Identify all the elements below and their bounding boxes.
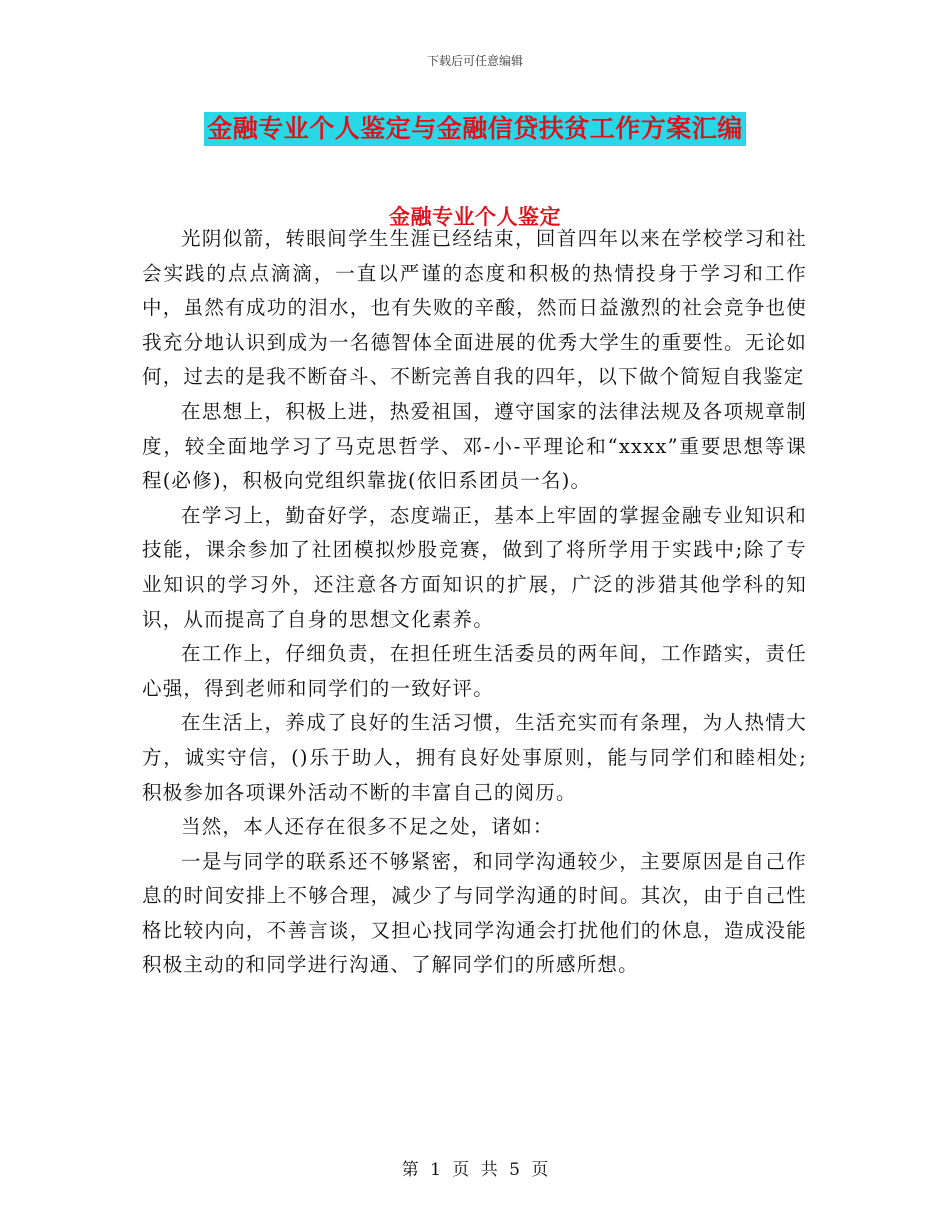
paragraph-study: 在学习上，勤奋好学，态度端正，基本上牢固的掌握金融专业知识和技能，课余参加了社团模拟炒股竞赛，做到了将所学用于实践中;除了专业知识的学习外，还注意各方面知识的扩展，广泛的涉猎其他学科的知识，从而提高了自身的思想文化素养。 [142, 503, 807, 631]
paragraph-life: 在生活上，养成了良好的生活习惯，生活充实而有条理，为人热情大方，诚实守信，()乐于助人，拥有良好处事原则，能与同学们和睦相处;积极参加各项课外活动不断的丰富自己的阅历。 [142, 711, 807, 804]
document-title-container [0, 112, 950, 146]
paragraph-shortcomings-detail: 一是与同学的联系还不够紧密，和同学沟通较少，主要原因是自己作息的时间安排上不够合理，减少了与同学沟通的时间。其次，由于自己性格比较内向，不善言谈，又担心找同学沟通会打扰他们的休息，造成没能积极主动的和同学进行沟通、了解同学们的所感所想。 [142, 849, 807, 977]
footer-suffix: 页 [531, 1160, 549, 1180]
header-note: 下载后可任意编辑 [426, 54, 523, 68]
document-body [142, 222, 807, 983]
footer-mid: 页 [452, 1160, 470, 1180]
page-total: 5 [509, 1160, 520, 1180]
page-footer [0, 1155, 950, 1180]
paragraph-thought: 在思想上，积极上进，热爱祖国，遵守国家的法律法规及各项规章制度，较全面地学习了马克思哲学、邓-小-平理论和“xxxx”重要思想等课程(必修)，积极向党组织靠拢(依旧系团员一名)。 [142, 399, 807, 493]
paragraph-shortcomings-intro: 当然，本人还存在很多不足之处，诸如： [181, 815, 554, 839]
footer-prefix: 第 [401, 1160, 419, 1180]
paragraph-work: 在工作上，仔细负责，在担任班生活委员的两年间，工作踏实，责任心强，得到老师和同学们的一致好评。 [142, 642, 807, 700]
paragraph-intro: 光阴似箭，转眼间学生生涯已经结束，回首四年以来在学校学习和社会实践的点点滴滴，一直以严谨的态度和积极的热情投身于学习和工作中，虽然有成功的泪水，也有失败的辛酸，然而日益激烈的社会竞争也使我充分地认识到成为一名德智体全面进展的优秀大学生的重要性。无论如何，过去的是我不断奋斗、不断完善自我的四年，以下做个简短自我鉴定 [142, 227, 807, 389]
footer-total-word: 共 [480, 1160, 498, 1180]
page-number: 1 [430, 1160, 441, 1180]
section-title: 金融专业个人鉴定 [389, 205, 561, 229]
document-title: 金融专业个人鉴定与金融信贷扶贫工作方案汇编 [204, 112, 746, 146]
